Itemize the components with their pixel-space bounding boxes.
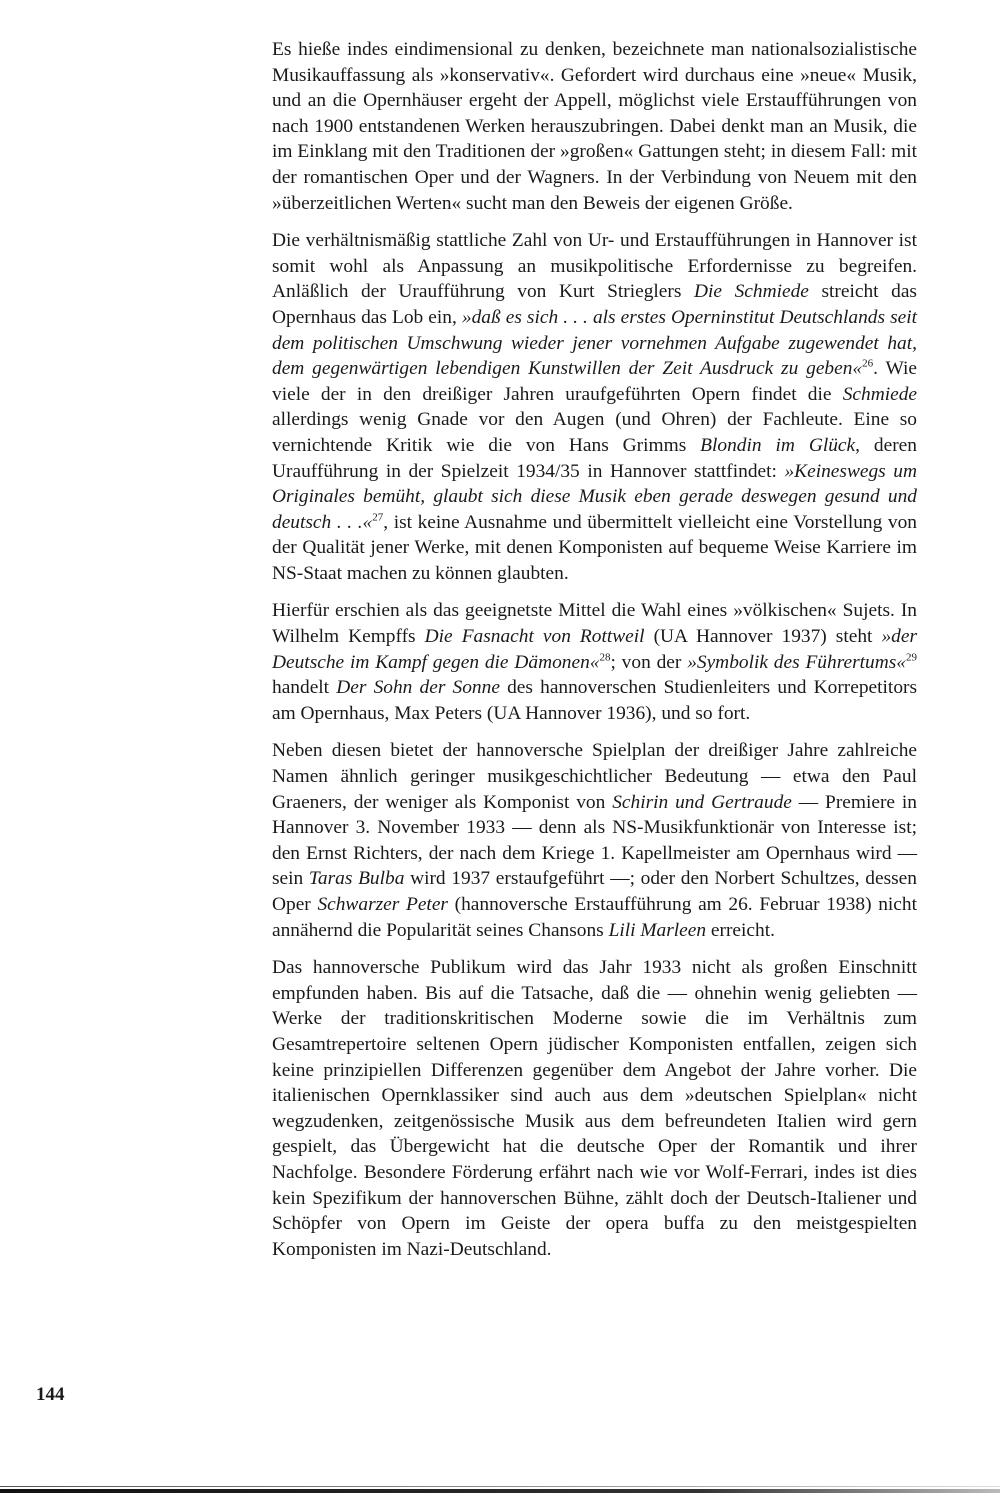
italic-text: Die Schmiede — [693, 281, 809, 303]
footnote-ref: 29 — [906, 651, 918, 664]
text-run: (UA Hannover 1937) steht — [644, 626, 882, 648]
page-number: 144 — [36, 1384, 65, 1405]
italic-text: »Keineswegs um Originales bemüht, glaubt sich diese Musik eben gerade deswegen gesund und deutsch . . .« — [272, 460, 917, 533]
italic-text: Lili Marleen — [608, 919, 707, 941]
italic-text: »Symbolik des Führertums« — [687, 651, 907, 673]
footnote-ref: 27 — [372, 511, 384, 524]
italic-text: »der Deutsche im Kampf gegen die Dämonen« — [272, 626, 918, 673]
footnote-ref: 28 — [599, 651, 611, 664]
text-run: streicht das Opernhaus das Lob ein, — [272, 281, 917, 328]
italic-text: Schwarzer Peter — [317, 894, 448, 915]
text-run: , deren Uraufführung in der Spielzeit 1934/35 in Hannover stattfindet: — [272, 434, 917, 482]
text-run: erreicht. — [706, 919, 775, 941]
text-run: Das hannoversche Publikum wird das Jahr 1933 nicht als großen Einschnitt empfunden haben. Bis auf die Tatsache, daß die — ohnehin wenig geliebten — Werke der traditionskritischen Moderne sowie die im Verhältnis zum Gesamtrepertoire seltenen Opern jüdischer Komponisten entfallen, zeigen sich keine prinzipiellen Differenzen gegenüber dem Angebot der Jahre vorher. Die italienischen Opernklassiker sind auch aus dem »deutschen Spielplan« nicht wegzudenken, zeitgenössische Musik aus dem befreundeten Italien wird gern gespielt, das Übergewicht hat die deutsche Oper der Romantik und ihrer Nachfolge. Besondere Förderung erfährt nach wie vor Wolf-Ferrari, indes ist dies kein Spezifikum der hannoverschen Bühne, zählt doch der Deutsch-Italiener und Schöpfer von Opern im Geiste der opera buffa zu den meistgespielten Komponisten im Nazi-Deutschland. — [272, 957, 917, 1260]
text-run: handelt — [272, 677, 337, 699]
text-run: , ist keine Ausnahme und übermittelt vielleicht eine Vorstellung von der Qualität jener Werke, mit denen Komponisten auf bequeme Weise Karriere im NS-Staat machen zu können glaubten. — [272, 511, 917, 584]
italic-text: Schmiede — [842, 383, 917, 405]
paragraph — [272, 598, 917, 726]
footnote-ref: 26 — [862, 357, 874, 370]
italic-text: Schirin und Gertraude — [612, 791, 792, 813]
body-text — [272, 37, 917, 1274]
italic-text: Taras Bulba — [308, 868, 405, 890]
italic-text: Die Fasnacht von Rottweil — [424, 626, 645, 648]
text-run: Hierfür erschien als das geeignetste Mittel die Wahl eines »völkischen« Sujets. In Wilhelm Kempffs — [272, 600, 917, 648]
text-run: ; von der — [610, 651, 688, 673]
scan-bottom-edge — [0, 1489, 1000, 1493]
text-run: allerdings wenig Gnade vor den Augen (und Ohren) der Fachleute. Eine so vernichtende Kritik wie die von Hans Grimms — [272, 409, 917, 456]
text-run: (hannoversche Erstaufführung am 26. Februar 1938) nicht annähernd die Popularität seines Chansons — [272, 894, 917, 941]
text-run: — Premiere in Hannover 3. November 1933 — denn als NS-Musikfunktionär von Interesse ist; den Ernst Richters, der nach dem Kriege 1. Kapellmeister am Opernhaus wird — sein — [272, 791, 918, 890]
text-run: wird 1937 erstaufgeführt —; oder den Norbert Schultzes, dessen Oper — [272, 868, 917, 915]
text-run: Es hieße indes eindimensional zu denken, bezeichnete man nationalsozialistische Musikauffassung als »konservativ«. Gefordert wird durchaus eine »neue« Musik, und an die Opernhäuser ergeht der Appell, möglichst viele Erstaufführungen von nach 1900 entstandenen Werken herauszubringen. Dabei denkt man an Musik, die im Einklang mit den Traditionen der »großen« Gattungen steht; in diesem Fall: mit der romantischen Oper und der Wagners. In der Verbindung von Neuem mit den »überzeitlichen Werten« sucht man den Beweis der eigenen Größe. — [272, 39, 917, 214]
scan-edge-line — [0, 1486, 1000, 1487]
italic-text: Der Sohn der Sonne — [336, 677, 500, 699]
paragraph — [272, 37, 917, 216]
italic-text: »daß es sich . . . als erstes Operninstitut Deutschlands seit dem politischen Umschwung wieder jener vornehmen Aufgabe zugewendet hat, dem gegenwärtigen lebendigen Kunstwillen der Zeit Ausdruck zu geben« — [272, 306, 917, 380]
paragraph — [272, 738, 917, 943]
text-run: . Wie viele der in den dreißiger Jahren uraufgeführten Opern findet die — [272, 358, 917, 405]
paragraph — [272, 228, 917, 586]
text-run: Neben diesen bietet der hannoversche Spielplan der dreißiger Jahre zahlreiche Namen ähnlich geringer musikgeschichtlicher Bedeutung — etwa den Paul Graeners, der weniger als Komponist von — [272, 740, 917, 813]
text-run: Die verhältnismäßig stattliche Zahl von Ur- und Erstaufführungen in Hannover ist somit wohl als Anpassung an musikpolitische Erfordernisse zu begreifen. Anläßlich der Uraufführung von Kurt Strieglers — [272, 230, 917, 303]
paragraph — [272, 955, 917, 1262]
italic-text: Blondin im Glück — [700, 434, 856, 456]
text-run: des hannoverschen Studienleiters und Korrepetitors am Opernhaus, Max Peters (UA Hannover 1936), und so fort. — [272, 677, 918, 724]
